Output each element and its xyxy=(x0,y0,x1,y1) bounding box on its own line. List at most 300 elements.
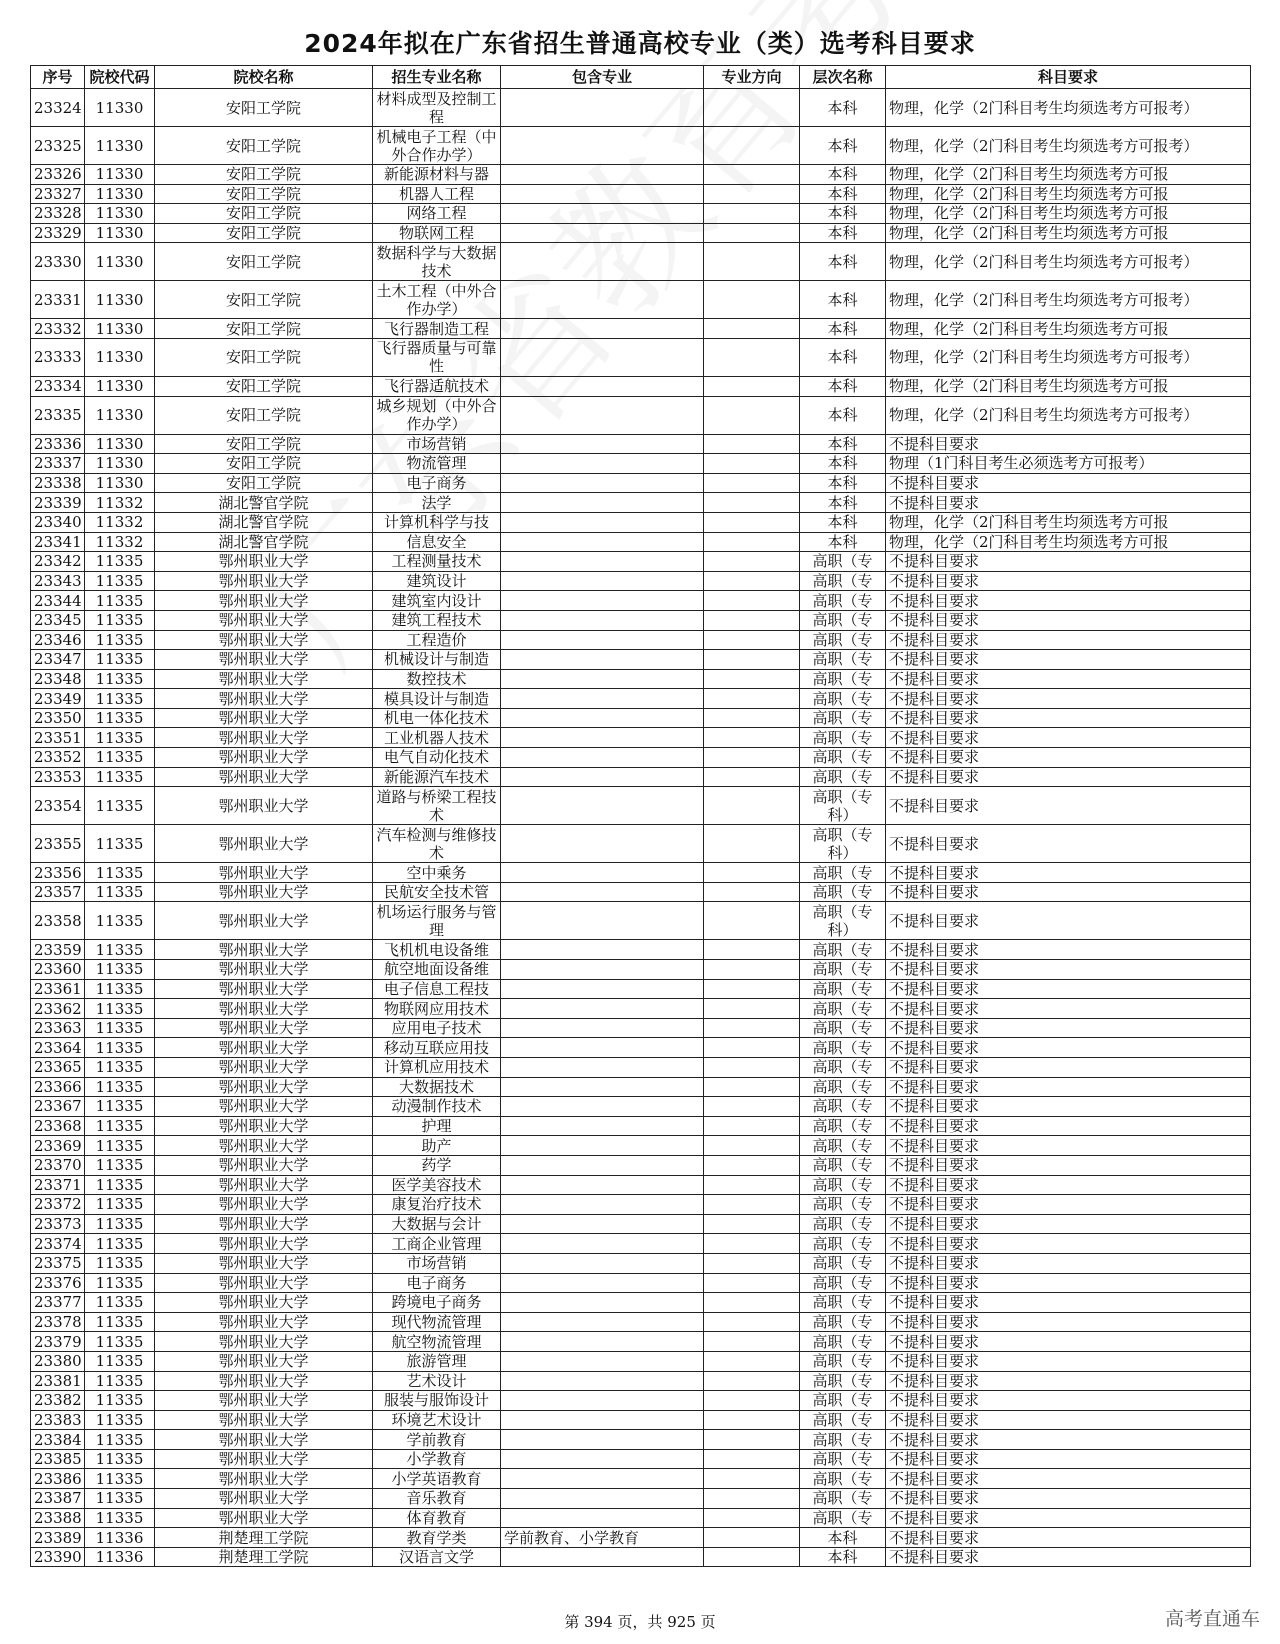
cell-school-name: 鄂州职业大学 xyxy=(155,571,373,591)
cell-major: 物联网工程 xyxy=(373,223,501,243)
cell-school-code: 11335 xyxy=(85,591,155,611)
cell-subject-req: 不提科目要求 xyxy=(886,1293,1251,1313)
cell-major: 机场运行服务与管理 xyxy=(373,902,501,940)
cell-direction xyxy=(704,127,800,165)
cell-direction xyxy=(704,940,800,960)
table-row xyxy=(31,1430,1251,1450)
cell-school-name: 鄂州职业大学 xyxy=(155,1449,373,1469)
cell-level: 高职（专 xyxy=(800,1214,886,1234)
cell-major: 信息安全 xyxy=(373,532,501,552)
cell-major: 旅游管理 xyxy=(373,1351,501,1371)
cell-level: 本科 xyxy=(800,319,886,339)
cell-direction xyxy=(704,787,800,825)
cell-direction xyxy=(704,493,800,513)
cell-index: 23343 xyxy=(31,571,85,591)
cell-school-code: 11330 xyxy=(85,434,155,454)
cell-school-name: 鄂州职业大学 xyxy=(155,1489,373,1509)
col-header-level: 层次名称 xyxy=(800,66,886,89)
cell-included xyxy=(501,376,704,396)
cell-subject-req: 物理，化学（2门科目考生均须选考方可报 xyxy=(886,223,1251,243)
cell-school-code: 11335 xyxy=(85,1253,155,1273)
cell-subject-req: 不提科目要求 xyxy=(886,610,1251,630)
cell-direction xyxy=(704,1214,800,1234)
cell-index: 23389 xyxy=(31,1528,85,1548)
table-row xyxy=(31,630,1251,650)
cell-level: 本科 xyxy=(800,376,886,396)
cell-subject-req: 物理，化学（2门科目考生均须选考方可报考） xyxy=(886,243,1251,281)
cell-index: 23332 xyxy=(31,319,85,339)
table-header-row xyxy=(31,66,1251,89)
cell-level: 高职（专 xyxy=(800,1293,886,1313)
cell-school-code: 11332 xyxy=(85,532,155,552)
cell-subject-req: 不提科目要求 xyxy=(886,1312,1251,1332)
cell-direction xyxy=(704,1077,800,1097)
cell-school-name: 鄂州职业大学 xyxy=(155,902,373,940)
cell-subject-req: 物理，化学（2门科目考生均须选考方可报考） xyxy=(886,281,1251,319)
cell-included xyxy=(501,1077,704,1097)
cell-major: 计算机科学与技 xyxy=(373,512,501,532)
cell-level: 本科 xyxy=(800,473,886,493)
cell-major: 体育教育 xyxy=(373,1508,501,1528)
cell-level: 高职（专 xyxy=(800,650,886,670)
cell-major: 新能源汽车技术 xyxy=(373,767,501,787)
cell-included xyxy=(501,1234,704,1254)
cell-subject-req: 不提科目要求 xyxy=(886,1410,1251,1430)
cell-direction xyxy=(704,1136,800,1156)
cell-school-name: 鄂州职业大学 xyxy=(155,748,373,768)
cell-subject-req: 不提科目要求 xyxy=(886,1508,1251,1528)
cell-index: 23370 xyxy=(31,1155,85,1175)
brand-label: 高考直通车 xyxy=(1164,1608,1260,1630)
cell-subject-req: 物理，化学（2门科目考生均须选考方可报 xyxy=(886,376,1251,396)
cell-level: 本科 xyxy=(800,204,886,224)
cell-school-code: 11335 xyxy=(85,1469,155,1489)
cell-level: 高职（专 xyxy=(800,767,886,787)
cell-school-name: 湖北警官学院 xyxy=(155,493,373,513)
cell-direction xyxy=(704,396,800,434)
cell-index: 23336 xyxy=(31,434,85,454)
table-row xyxy=(31,319,1251,339)
cell-school-name: 安阳工学院 xyxy=(155,434,373,454)
cell-level: 高职（专 xyxy=(800,1155,886,1175)
table-row xyxy=(31,89,1251,127)
cell-subject-req: 不提科目要求 xyxy=(886,1351,1251,1371)
cell-school-code: 11335 xyxy=(85,689,155,709)
cell-level: 本科 xyxy=(800,184,886,204)
cell-school-name: 安阳工学院 xyxy=(155,223,373,243)
cell-included xyxy=(501,767,704,787)
table-row xyxy=(31,281,1251,319)
cell-direction xyxy=(704,512,800,532)
cell-direction xyxy=(704,434,800,454)
cell-school-code: 11335 xyxy=(85,787,155,825)
cell-school-name: 鄂州职业大学 xyxy=(155,825,373,863)
cell-major: 汉语言文学 xyxy=(373,1547,501,1567)
cell-school-name: 鄂州职业大学 xyxy=(155,1332,373,1352)
cell-subject-req: 不提科目要求 xyxy=(886,552,1251,572)
cell-level: 高职（专 xyxy=(800,999,886,1019)
cell-school-code: 11330 xyxy=(85,281,155,319)
cell-school-code: 11335 xyxy=(85,1489,155,1509)
cell-subject-req: 不提科目要求 xyxy=(886,1058,1251,1078)
cell-direction xyxy=(704,1332,800,1352)
cell-included xyxy=(501,630,704,650)
cell-level: 本科 xyxy=(800,512,886,532)
cell-level: 高职（专 xyxy=(800,1136,886,1156)
cell-school-code: 11335 xyxy=(85,1273,155,1293)
cell-subject-req: 不提科目要求 xyxy=(886,728,1251,748)
cell-school-name: 鄂州职业大学 xyxy=(155,1214,373,1234)
cell-included xyxy=(501,610,704,630)
cell-school-name: 鄂州职业大学 xyxy=(155,1038,373,1058)
cell-school-name: 鄂州职业大学 xyxy=(155,1136,373,1156)
cell-index: 23371 xyxy=(31,1175,85,1195)
cell-direction xyxy=(704,571,800,591)
cell-included xyxy=(501,434,704,454)
cell-direction xyxy=(704,999,800,1019)
cell-direction xyxy=(704,1449,800,1469)
cell-index: 23373 xyxy=(31,1214,85,1234)
cell-direction xyxy=(704,532,800,552)
cell-level: 高职（专 xyxy=(800,610,886,630)
table-row xyxy=(31,1253,1251,1273)
cell-school-code: 11335 xyxy=(85,1136,155,1156)
cell-subject-req: 不提科目要求 xyxy=(886,1077,1251,1097)
cell-subject-req: 物理，化学（2门科目考生均须选考方可报 xyxy=(886,165,1251,185)
cell-school-code: 11335 xyxy=(85,1214,155,1234)
cell-level: 高职（专 xyxy=(800,1469,886,1489)
cell-index: 23390 xyxy=(31,1547,85,1567)
cell-index: 23327 xyxy=(31,184,85,204)
cell-included xyxy=(501,825,704,863)
cell-included xyxy=(501,571,704,591)
cell-subject-req: 不提科目要求 xyxy=(886,1175,1251,1195)
cell-school-name: 鄂州职业大学 xyxy=(155,1430,373,1450)
cell-major: 市场营销 xyxy=(373,1253,501,1273)
cell-subject-req: 不提科目要求 xyxy=(886,434,1251,454)
table-row xyxy=(31,1214,1251,1234)
cell-included xyxy=(501,1371,704,1391)
table-row xyxy=(31,787,1251,825)
table-row xyxy=(31,999,1251,1019)
cell-direction xyxy=(704,1155,800,1175)
cell-level: 本科 xyxy=(800,396,886,434)
cell-school-code: 11335 xyxy=(85,1234,155,1254)
cell-included xyxy=(501,1293,704,1313)
table-row xyxy=(31,165,1251,185)
cell-school-name: 鄂州职业大学 xyxy=(155,999,373,1019)
table-body xyxy=(31,89,1251,1567)
cell-subject-req: 物理，化学（2门科目考生均须选考方可报考） xyxy=(886,338,1251,376)
cell-school-name: 鄂州职业大学 xyxy=(155,630,373,650)
cell-level: 高职（专 xyxy=(800,1489,886,1509)
cell-school-name: 鄂州职业大学 xyxy=(155,1312,373,1332)
cell-major: 物联网应用技术 xyxy=(373,999,501,1019)
cell-subject-req: 不提科目要求 xyxy=(886,473,1251,493)
cell-direction xyxy=(704,960,800,980)
cell-school-code: 11335 xyxy=(85,767,155,787)
cell-school-code: 11335 xyxy=(85,1293,155,1313)
cell-subject-req: 不提科目要求 xyxy=(886,1528,1251,1548)
cell-direction xyxy=(704,1371,800,1391)
cell-level: 高职（专 xyxy=(800,669,886,689)
cell-direction xyxy=(704,281,800,319)
cell-school-name: 鄂州职业大学 xyxy=(155,1175,373,1195)
table-row xyxy=(31,825,1251,863)
cell-school-name: 安阳工学院 xyxy=(155,454,373,474)
cell-subject-req: 物理，化学（2门科目考生均须选考方可报 xyxy=(886,204,1251,224)
cell-school-code: 11335 xyxy=(85,1116,155,1136)
cell-included: 学前教育、小学教育 xyxy=(501,1528,704,1548)
cell-major: 教育学类 xyxy=(373,1528,501,1548)
table-row xyxy=(31,1449,1251,1469)
table-row xyxy=(31,1508,1251,1528)
cell-school-code: 11335 xyxy=(85,1351,155,1371)
cell-subject-req: 物理，化学（2门科目考生均须选考方可报 xyxy=(886,512,1251,532)
cell-major: 康复治疗技术 xyxy=(373,1195,501,1215)
cell-level: 本科 xyxy=(800,1528,886,1548)
cell-major: 机械设计与制造 xyxy=(373,650,501,670)
cell-included xyxy=(501,127,704,165)
cell-subject-req: 不提科目要求 xyxy=(886,669,1251,689)
cell-subject-req: 不提科目要求 xyxy=(886,1332,1251,1352)
cell-subject-req: 不提科目要求 xyxy=(886,1469,1251,1489)
cell-subject-req: 物理，化学（2门科目考生均须选考方可报 xyxy=(886,319,1251,339)
cell-school-code: 11335 xyxy=(85,1508,155,1528)
table-row xyxy=(31,960,1251,980)
cell-direction xyxy=(704,1508,800,1528)
cell-included xyxy=(501,454,704,474)
table-row xyxy=(31,454,1251,474)
cell-subject-req: 物理，化学（2门科目考生均须选考方可报 xyxy=(886,184,1251,204)
cell-level: 高职（专 xyxy=(800,552,886,572)
cell-subject-req: 不提科目要求 xyxy=(886,960,1251,980)
cell-school-name: 鄂州职业大学 xyxy=(155,960,373,980)
table-row xyxy=(31,1293,1251,1313)
table-row xyxy=(31,204,1251,224)
cell-subject-req: 不提科目要求 xyxy=(886,689,1251,709)
cell-school-name: 鄂州职业大学 xyxy=(155,979,373,999)
cell-index: 23388 xyxy=(31,1508,85,1528)
cell-level: 高职（专 xyxy=(800,1332,886,1352)
cell-index: 23382 xyxy=(31,1391,85,1411)
cell-school-code: 11335 xyxy=(85,669,155,689)
cell-direction xyxy=(704,882,800,902)
table-row xyxy=(31,571,1251,591)
col-header-direction: 专业方向 xyxy=(704,66,800,89)
cell-school-name: 鄂州职业大学 xyxy=(155,882,373,902)
cell-subject-req: 不提科目要求 xyxy=(886,940,1251,960)
cell-level: 高职（专 xyxy=(800,1430,886,1450)
table-row xyxy=(31,223,1251,243)
cell-included xyxy=(501,1097,704,1117)
cell-subject-req: 不提科目要求 xyxy=(886,882,1251,902)
cell-index: 23374 xyxy=(31,1234,85,1254)
cell-index: 23329 xyxy=(31,223,85,243)
cell-included xyxy=(501,204,704,224)
cell-school-code: 11335 xyxy=(85,748,155,768)
cell-school-code: 11335 xyxy=(85,708,155,728)
table-row xyxy=(31,650,1251,670)
cell-subject-req: 不提科目要求 xyxy=(886,591,1251,611)
table-row xyxy=(31,902,1251,940)
cell-major: 建筑工程技术 xyxy=(373,610,501,630)
page-number: 第 394 页，共 925 页 xyxy=(564,1613,716,1631)
cell-subject-req: 不提科目要求 xyxy=(886,1430,1251,1450)
cell-school-name: 安阳工学院 xyxy=(155,243,373,281)
cell-included xyxy=(501,1155,704,1175)
cell-direction xyxy=(704,689,800,709)
cell-school-code: 11332 xyxy=(85,512,155,532)
table-row xyxy=(31,863,1251,883)
cell-school-name: 鄂州职业大学 xyxy=(155,650,373,670)
cell-school-name: 鄂州职业大学 xyxy=(155,591,373,611)
cell-major: 移动互联应用技 xyxy=(373,1038,501,1058)
cell-level: 高职（专 xyxy=(800,882,886,902)
cell-school-code: 11330 xyxy=(85,473,155,493)
cell-major: 电子商务 xyxy=(373,1273,501,1293)
cell-direction xyxy=(704,863,800,883)
cell-index: 23359 xyxy=(31,940,85,960)
cell-major: 材料成型及控制工程 xyxy=(373,89,501,127)
cell-subject-req: 不提科目要求 xyxy=(886,1214,1251,1234)
cell-school-code: 11335 xyxy=(85,728,155,748)
cell-school-name: 安阳工学院 xyxy=(155,376,373,396)
cell-subject-req: 不提科目要求 xyxy=(886,1234,1251,1254)
cell-level: 高职（专 xyxy=(800,1038,886,1058)
cell-major: 飞行器质量与可靠性 xyxy=(373,338,501,376)
cell-school-name: 鄂州职业大学 xyxy=(155,787,373,825)
cell-index: 23334 xyxy=(31,376,85,396)
table-row xyxy=(31,1038,1251,1058)
cell-school-code: 11330 xyxy=(85,454,155,474)
cell-index: 23337 xyxy=(31,454,85,474)
cell-school-name: 安阳工学院 xyxy=(155,473,373,493)
cell-included xyxy=(501,1508,704,1528)
cell-school-code: 11335 xyxy=(85,1332,155,1352)
cell-level: 高职（专 xyxy=(800,1058,886,1078)
cell-included xyxy=(501,1214,704,1234)
cell-index: 23375 xyxy=(31,1253,85,1273)
cell-major: 服装与服饰设计 xyxy=(373,1391,501,1411)
cell-index: 23363 xyxy=(31,1018,85,1038)
cell-index: 23346 xyxy=(31,630,85,650)
cell-school-code: 11330 xyxy=(85,184,155,204)
table-row xyxy=(31,1410,1251,1430)
cell-included xyxy=(501,728,704,748)
cell-school-name: 鄂州职业大学 xyxy=(155,940,373,960)
cell-level: 高职（专 xyxy=(800,1175,886,1195)
cell-index: 23365 xyxy=(31,1058,85,1078)
col-header-major: 招生专业名称 xyxy=(373,66,501,89)
cell-index: 23330 xyxy=(31,243,85,281)
cell-index: 23354 xyxy=(31,787,85,825)
cell-school-code: 11335 xyxy=(85,1430,155,1450)
table-row xyxy=(31,376,1251,396)
requirements-table xyxy=(30,65,1251,1567)
cell-subject-req: 不提科目要求 xyxy=(886,571,1251,591)
cell-level: 高职（专 xyxy=(800,1351,886,1371)
cell-direction xyxy=(704,1116,800,1136)
cell-subject-req: 不提科目要求 xyxy=(886,1449,1251,1469)
cell-level: 本科 xyxy=(800,243,886,281)
table-row xyxy=(31,748,1251,768)
cell-included xyxy=(501,708,704,728)
table-row xyxy=(31,1116,1251,1136)
cell-index: 23380 xyxy=(31,1351,85,1371)
cell-major: 工程测量技术 xyxy=(373,552,501,572)
cell-major: 工程造价 xyxy=(373,630,501,650)
cell-major: 城乡规划（中外合作办学） xyxy=(373,396,501,434)
table-row xyxy=(31,669,1251,689)
cell-school-code: 11335 xyxy=(85,863,155,883)
cell-included xyxy=(501,1253,704,1273)
cell-major: 现代物流管理 xyxy=(373,1312,501,1332)
cell-school-name: 荆楚理工学院 xyxy=(155,1547,373,1567)
cell-direction xyxy=(704,243,800,281)
cell-index: 23379 xyxy=(31,1332,85,1352)
cell-major: 音乐教育 xyxy=(373,1489,501,1509)
table-row xyxy=(31,1391,1251,1411)
cell-school-code: 11335 xyxy=(85,902,155,940)
cell-level: 高职（专 xyxy=(800,1116,886,1136)
cell-included xyxy=(501,89,704,127)
cell-major: 土木工程（中外合作办学） xyxy=(373,281,501,319)
cell-index: 23331 xyxy=(31,281,85,319)
cell-major: 飞行器制造工程 xyxy=(373,319,501,339)
cell-included xyxy=(501,1469,704,1489)
table-row xyxy=(31,512,1251,532)
cell-index: 23328 xyxy=(31,204,85,224)
cell-included xyxy=(501,591,704,611)
cell-index: 23338 xyxy=(31,473,85,493)
cell-index: 23368 xyxy=(31,1116,85,1136)
cell-subject-req: 不提科目要求 xyxy=(886,1155,1251,1175)
table-row xyxy=(31,1175,1251,1195)
cell-school-name: 安阳工学院 xyxy=(155,396,373,434)
cell-index: 23351 xyxy=(31,728,85,748)
cell-included xyxy=(501,650,704,670)
cell-school-code: 11335 xyxy=(85,1312,155,1332)
cell-major: 飞机机电设备维 xyxy=(373,940,501,960)
cell-index: 23364 xyxy=(31,1038,85,1058)
table-row xyxy=(31,1155,1251,1175)
cell-subject-req: 不提科目要求 xyxy=(886,979,1251,999)
cell-level: 本科 xyxy=(800,493,886,513)
table-row xyxy=(31,1195,1251,1215)
cell-school-code: 11336 xyxy=(85,1528,155,1548)
cell-included xyxy=(501,281,704,319)
table-row xyxy=(31,532,1251,552)
cell-school-code: 11330 xyxy=(85,204,155,224)
cell-level: 高职（专 xyxy=(800,940,886,960)
cell-school-code: 11330 xyxy=(85,127,155,165)
cell-direction xyxy=(704,1489,800,1509)
cell-included xyxy=(501,979,704,999)
table-row xyxy=(31,1234,1251,1254)
table-row xyxy=(31,243,1251,281)
cell-school-code: 11335 xyxy=(85,825,155,863)
col-header-index: 序号 xyxy=(31,66,85,89)
cell-direction xyxy=(704,1430,800,1450)
cell-school-code: 11335 xyxy=(85,1175,155,1195)
table-row xyxy=(31,767,1251,787)
cell-subject-req: 不提科目要求 xyxy=(886,1253,1251,1273)
cell-school-code: 11335 xyxy=(85,960,155,980)
cell-school-code: 11335 xyxy=(85,882,155,902)
cell-direction xyxy=(704,748,800,768)
table-row xyxy=(31,127,1251,165)
